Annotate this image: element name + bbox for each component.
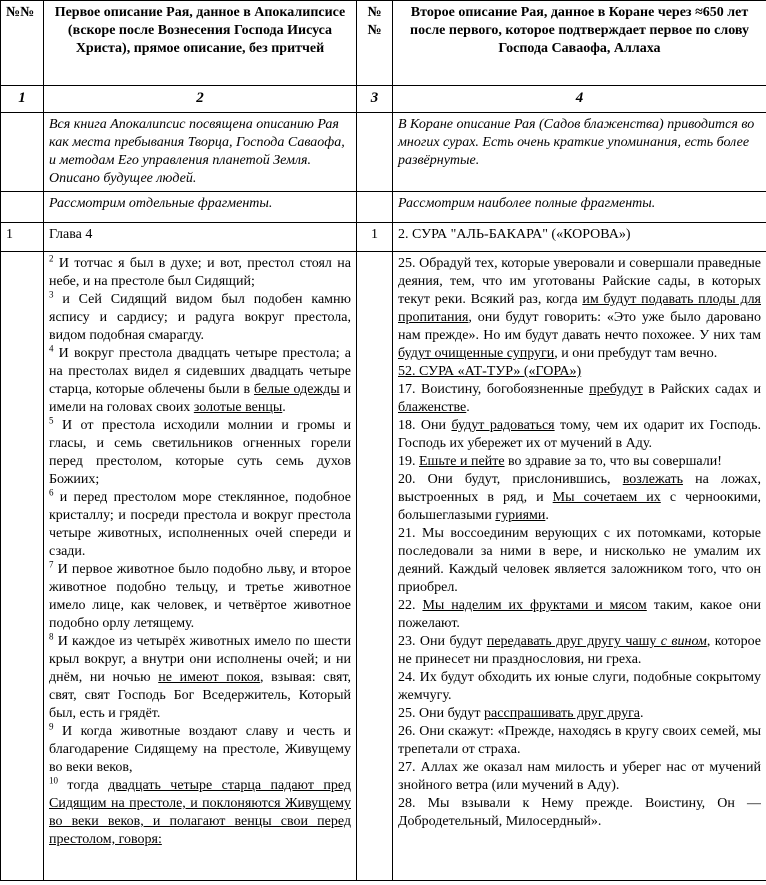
subintro-row [1, 192, 766, 223]
verse-text: 25. Они будут [398, 706, 485, 721]
verse-text: И тотчас я был в духе; и вот, престол стоял на небе, и на престоле был Сидящий; [49, 256, 351, 289]
verse-text: . [466, 400, 470, 415]
quran-verse [398, 471, 761, 525]
empty-cell [357, 252, 393, 881]
verse-text: И от престола исходили молнии и громы и гласы, и семь светильников огненных горели перед престолом, которые суть семь духов Божиих; [49, 418, 351, 487]
apocalypse-verses [49, 255, 351, 877]
header-col-number-left: №№ [1, 1, 44, 86]
apocalypse-verse [49, 723, 351, 777]
chapter-title-right: 2. СУРА "АЛЬ-БАКАРА" («КОРОВА») [393, 223, 766, 252]
column-number: 2 [44, 86, 357, 113]
header-quran: Второе описание Рая, данное в Коране через ≈650 лет после первого, которое подтверждает первое по слову Господа Саваофа, Аллаха [393, 1, 766, 86]
intro-right: В Коране описание Рая (Садов блаженства) приводится во многих сурах. Есть очень краткие упоминания, есть более развёрнутые. [393, 113, 766, 192]
verse-text: . [545, 508, 549, 523]
intro-row [1, 113, 766, 192]
quran-verse [398, 453, 761, 471]
empty-cell [357, 113, 393, 192]
verse-text: 28. Мы взывали к Нему прежде. Воистину, Он — Добродетельный, Милосердный». [398, 796, 761, 829]
verse-text: 20. Они будут, прислонившись, [398, 472, 623, 487]
body-row [1, 252, 766, 881]
subintro-right: Рассмотрим наиболее полные фрагменты. [393, 192, 766, 223]
underlined-text: Ешьте и пейте [419, 454, 505, 469]
verse-number: 8 [49, 631, 54, 642]
apocalypse-verse [49, 777, 351, 849]
verse-text: таким, какое они пожелают. [398, 598, 761, 631]
empty-cell [1, 192, 44, 223]
underlined-text: белые одежды [253, 382, 340, 397]
empty-cell [1, 252, 44, 881]
verse-text: , взывая: свят, свят, свят Господь Бог Вседержитель, Который был, есть и грядёт. [49, 670, 351, 721]
verse-text: 21. Мы воссоединим верующих с их потомками, которые последовали за ними в вере, и нисколько не умалим их деяний. Каждый человек является заложником того, что он приобрел. [398, 526, 761, 595]
apocalypse-verse [49, 417, 351, 489]
quran-verse [398, 597, 761, 633]
verse-number: 10 [49, 775, 58, 786]
intro-left: Вся книга Апокалипсис посвящена описанию Рая как места пребывания Творца, Господа Саваофа, и методам Его управления планетой Земля. Описано будущее людей. [44, 113, 357, 192]
verse-number: 6 [49, 487, 54, 498]
apocalypse-text-cell [44, 252, 357, 881]
verse-text: И каждое из четырёх животных имело по шести крыл вокруг, а внутри они исполнены очей; и ни днём, ни ночью [49, 634, 351, 685]
verse-text: 22. [398, 598, 423, 613]
underlined-text: гуриями [495, 508, 546, 523]
empty-cell [1, 113, 44, 192]
underlined-text: пребудут [589, 382, 643, 397]
verse-text: . [282, 400, 286, 415]
chapter-number-right: 1 [357, 223, 393, 252]
empty-cell [357, 192, 393, 223]
underlined-text: будут очищенные супруги [398, 346, 555, 361]
verse-text: на ложах, выстроенных в ряд, и [398, 472, 761, 505]
verse-text: 26. Они скажут: «Прежде, находясь в кругу своих семей, мы трепетали от страха. [398, 724, 761, 757]
quran-text-cell [393, 252, 766, 881]
verse-text: тому, чем их одарит их Господь. Господь их убережет их от мучений в Аду. [398, 418, 761, 451]
apocalypse-verse [49, 633, 351, 723]
column-number: 3 [357, 86, 393, 113]
column-number: 1 [1, 86, 44, 113]
chapter-title-left: Глава 4 [44, 223, 357, 252]
underlined-text: золотые венцы [193, 400, 283, 415]
apocalypse-verse [49, 255, 351, 291]
underlined-text: Мы сочетаем их [552, 490, 661, 505]
chapter-number-left: 1 [1, 223, 44, 252]
underlined-text: Мы наделим их фруктами и мясом [422, 598, 647, 613]
quran-verse [398, 705, 761, 723]
verse-text: и Сей Сидящий видом был подобен камню яспису и сардису; и радуга вокруг престола, видом подобная смарагду. [49, 292, 351, 343]
underlined-text: с вином [660, 634, 707, 649]
verse-text: И первое животное было подобно льву, и второе животное подобно тельцу, и третье животное имело лице, как человек, и четвёртое животное подобно орлу летящему. [49, 562, 351, 631]
verse-text: во здравие за то, что вы совершали! [504, 454, 722, 469]
verse-text: 17. Воистину, богобоязненные [398, 382, 590, 397]
quran-verse [398, 633, 761, 669]
verse-text: и имели на головах своих [49, 382, 351, 415]
underlined-text: будут радоваться [451, 418, 555, 433]
quran-verse [398, 417, 761, 453]
quran-verse [398, 363, 761, 381]
verse-text: 23. Они будут [398, 634, 487, 649]
underlined-text: не имеют покоя [158, 670, 260, 685]
verse-number: 5 [49, 415, 54, 426]
quran-verses [398, 255, 761, 877]
verse-text: . [640, 706, 644, 721]
verse-text: тогда [58, 778, 109, 793]
verse-number: 9 [49, 721, 54, 732]
column-number-row [1, 86, 766, 113]
header-col-number-right: № № [357, 1, 393, 86]
quran-verse [398, 669, 761, 705]
verse-text: , которое не принесет ни празднословия, ни греха. [398, 634, 761, 667]
verse-text: 19. [398, 454, 419, 469]
verse-text: И вокруг престола двадцать четыре престола; а на престолах видел я сидевших двадцать четыре старца, которые облечены были в [49, 346, 351, 397]
verse-text: и перед престолом море стеклянное, подобное кристаллу; и посреди престола и вокруг престола четыре животных, исполненных очей спереди и сзади. [49, 490, 351, 559]
quran-verse [398, 759, 761, 795]
chapter-row [1, 223, 766, 252]
apocalypse-verse [49, 489, 351, 561]
underlined-text: блаженстве [398, 400, 467, 415]
header-apocalypse: Первое описание Рая, данное в Апокалипсисе (вскоре после Вознесения Господа Иисуса Христа), прямое описание, без притчей [44, 1, 357, 86]
subintro-left: Рассмотрим отдельные фрагменты. [44, 192, 357, 223]
apocalypse-verse [49, 561, 351, 633]
verse-text: И когда животные воздают славу и честь и благодарение Сидящему на престоле, Живущему во веки веков, [49, 724, 351, 775]
quran-verse [398, 723, 761, 759]
verse-text: 27. Аллах же оказал нам милость и уберег нас от мучений знойного ветра (или мучений в Аду). [398, 760, 761, 793]
quran-verse [398, 255, 761, 363]
apocalypse-verse [49, 291, 351, 345]
column-number: 4 [393, 86, 766, 113]
quran-verse [398, 795, 761, 831]
apocalypse-verse [49, 345, 351, 417]
underlined-text: возлежать [622, 472, 683, 487]
verse-number: 2 [49, 255, 54, 264]
underlined-text: расспрашивать друг друга [484, 706, 641, 721]
header-row [1, 1, 766, 86]
underlined-text: 52. СУРА «АТ-ТУР» («ГОРА») [398, 364, 582, 379]
verse-text: 24. Их будут обходить их юные слуги, подобные сокрытому жемчугу. [398, 670, 761, 703]
verse-number: 3 [49, 289, 54, 300]
verse-number: 7 [49, 559, 54, 570]
verse-text: , и они пребудут там вечно. [554, 346, 718, 361]
verse-text: в Райских садах и [642, 382, 761, 397]
quran-verse [398, 525, 761, 597]
verse-text: с черноокими, большеглазыми [398, 490, 761, 523]
verse-text: 18. Они [398, 418, 452, 433]
underlined-text: двадцать четыре старца падают пред Сидящим на престоле, и поклоняются Живущему во веки веков, и полагают венцы свои перед престолом, говоря: [49, 778, 351, 847]
underlined-text: им будут подавать плоды для пропитания [398, 292, 761, 325]
verse-text: , они будут говорить: «Это уже было даровано нам прежде». Но им будут давать нечто похожее. У них там [398, 310, 761, 343]
quran-verse [398, 381, 761, 417]
verse-text: 25. Обрадуй тех, которые уверовали и совершали праведные деяния, тем, что им уготованы Райские сады, в которых текут реки. Всякий раз, когда [398, 256, 761, 307]
verse-number: 4 [49, 343, 54, 354]
underlined-text: передавать друг другу чашу [486, 634, 661, 649]
